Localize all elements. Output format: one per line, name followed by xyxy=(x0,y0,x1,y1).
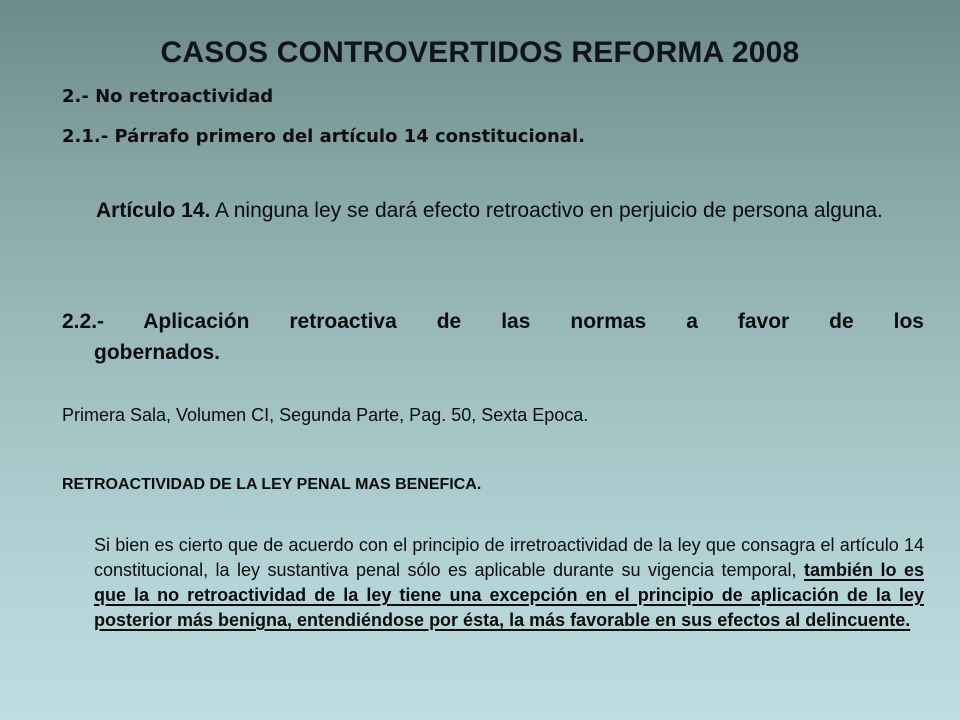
thesis-body xyxy=(94,533,924,633)
thesis-title: RETROACTIVIDAD DE LA LEY PENAL MAS BENEFICA. xyxy=(62,476,482,493)
article-text: A ninguna ley se dará efecto retroactivo en perjuicio de persona alguna. xyxy=(210,199,883,222)
thesis-body-text: Si bien es cierto que de acuerdo con el principio de irretroactividad de la ley que consagra el artículo 14 constitucional, la ley sustantiva penal sólo es aplicable durante su vigencia temporal, xyxy=(94,535,924,580)
article-label: Artículo 14. xyxy=(96,199,211,222)
heading-article-14: 2.1.- Párrafo primero del artículo 14 constitucional. xyxy=(62,126,585,147)
article-14-quote xyxy=(94,196,924,225)
heading-no-retroactividad: 2.- No retroactividad xyxy=(62,86,274,107)
thesis-body-emphasis: también lo es que la no retroactividad de la ley tiene una excepción en el principio de aplicación de la ley posterior más benigna, entendiéndose por ésta, la más favorable en sus efectos al delincuente. xyxy=(94,560,924,630)
section-2-2-heading xyxy=(62,306,924,368)
section-2-2-line-2: gobernados. xyxy=(94,341,221,364)
section-2-2-line-1: 2.2.- Aplicación retroactiva de las normas a favor de los xyxy=(62,310,924,333)
jurisprudence-source: Primera Sala, Volumen CI, Segunda Parte, Pag. 50, Sexta Epoca. xyxy=(62,405,589,425)
slide-title: CASOS CONTROVERTIDOS REFORMA 2008 xyxy=(160,36,800,69)
